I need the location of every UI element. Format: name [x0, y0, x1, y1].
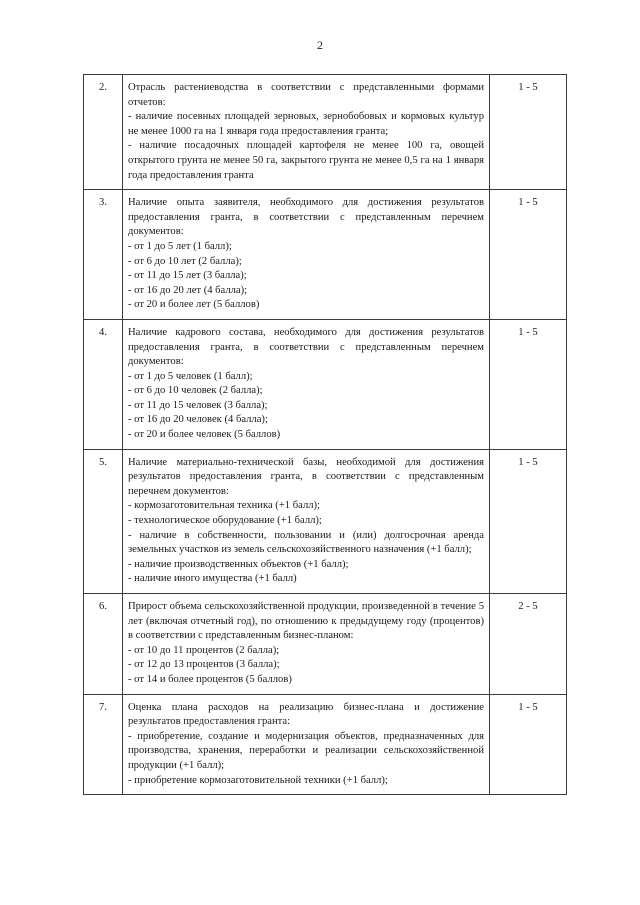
- criterion-line: - от 11 до 15 лет (3 балла);: [128, 270, 247, 282]
- criterion-line: - от 20 и более лет (5 баллов): [128, 299, 260, 311]
- table-row: [84, 449, 567, 593]
- criterion-text: [123, 190, 490, 320]
- criterion-line: Оценка плана расходов на реализацию бизнес-плана и достижение результатов предоставления гранта:: [128, 701, 484, 728]
- criterion-line: - от 11 до 15 человек (3 балла);: [128, 399, 268, 411]
- criterion-line: - технологическое оборудование (+1 балл);: [128, 515, 322, 527]
- criterion-line: - от 1 до 5 человек (1 балл);: [128, 370, 253, 382]
- criterion-text: [123, 319, 490, 449]
- criterion-text: [123, 449, 490, 593]
- criterion-text: [123, 594, 490, 695]
- criterion-line: Наличие опыта заявителя, необходимого для достижения результатов предоставления гранта, в соответствии с представленным перечнем документов:: [128, 197, 484, 238]
- row-number: 3.: [84, 190, 123, 320]
- criterion-text: [123, 694, 490, 795]
- criterion-text: [123, 75, 490, 190]
- criterion-line: - наличие посевных площадей зерновых, зернобобовых и кормовых культур не менее 1000 га на 1 января года предоставления гранта;: [128, 111, 484, 137]
- score-range: 1 - 5: [490, 694, 567, 795]
- page-number: 2: [317, 38, 323, 52]
- criterion-line: - наличие в собственности, пользовании и (или) долгосрочная аренда земельных участков из земель сельскохозяйственного назначения (+1 балл);: [128, 529, 484, 556]
- table-row: [84, 75, 567, 190]
- score-range: 1 - 5: [490, 75, 567, 190]
- criterion-line: - от 1 до 5 лет (1 балл);: [128, 240, 232, 252]
- row-number: 5.: [84, 449, 123, 593]
- criterion-line: - кормозаготовительная техника (+1 балл);: [128, 500, 320, 512]
- criterion-line: - наличие посадочных площадей картофеля не менее 100 га, овощей открытого грунта не менее 50 га, закрытого грунта не менее 0,5 га на 1 января года предоставления гранта: [128, 140, 484, 181]
- criterion-line: Отрасль растениеводства в соответствии с представленными формами отчетов:: [128, 82, 484, 108]
- row-number: 4.: [84, 319, 123, 449]
- row-number: 7.: [84, 694, 123, 795]
- score-range: 1 - 5: [490, 449, 567, 593]
- table-row: [84, 694, 567, 795]
- criterion-line: - от 20 и более человек (5 баллов): [128, 429, 281, 441]
- criterion-line: - от 14 и более процентов (5 баллов): [128, 673, 292, 685]
- criterion-line: - приобретение кормозаготовительной техники (+1 балл);: [128, 774, 388, 786]
- criteria-table: [83, 74, 567, 795]
- score-range: 1 - 5: [490, 190, 567, 320]
- score-range: 2 - 5: [490, 594, 567, 695]
- criterion-line: - от 16 до 20 человек (4 балла);: [128, 414, 268, 426]
- row-number: 2.: [84, 75, 123, 190]
- table-row: [84, 594, 567, 695]
- row-number: 6.: [84, 594, 123, 695]
- criterion-line: - приобретение, создание и модернизация объектов, предназначенных для производства, хранения, переработки и реализации сельскохозяйственной продукции (+1 балл);: [128, 730, 484, 771]
- criterion-line: - от 10 до 11 процентов (2 балла);: [128, 644, 280, 656]
- criterion-line: - наличие производственных объектов (+1 балл);: [128, 558, 349, 570]
- score-range: 1 - 5: [490, 319, 567, 449]
- table-row: [84, 319, 567, 449]
- criterion-line: - наличие иного имущества (+1 балл): [128, 573, 297, 585]
- criterion-line: Наличие материально-технической базы, необходимой для достижения результатов предоставления гранта, в соответствии с представленным перечнем документов:: [128, 456, 484, 497]
- table-row: [84, 190, 567, 320]
- criterion-line: - от 6 до 10 человек (2 балла);: [128, 385, 263, 397]
- criterion-line: Прирост объема сельскохозяйственной продукции, произведенной в течение 5 лет (включая отчетный год), по отношению к предыдущему году (процентов) в соответствии с представленным бизнес-планом:: [128, 601, 484, 642]
- criterion-line: Наличие кадрового состава, необходимого для достижения результатов предоставления гранта, в соответствии с представленным перечнем документов:: [128, 326, 484, 368]
- criterion-line: - от 6 до 10 лет (2 балла);: [128, 255, 242, 267]
- criterion-line: - от 16 до 20 лет (4 балла);: [128, 284, 248, 296]
- criterion-line: - от 12 до 13 процентов (3 балла);: [128, 659, 280, 671]
